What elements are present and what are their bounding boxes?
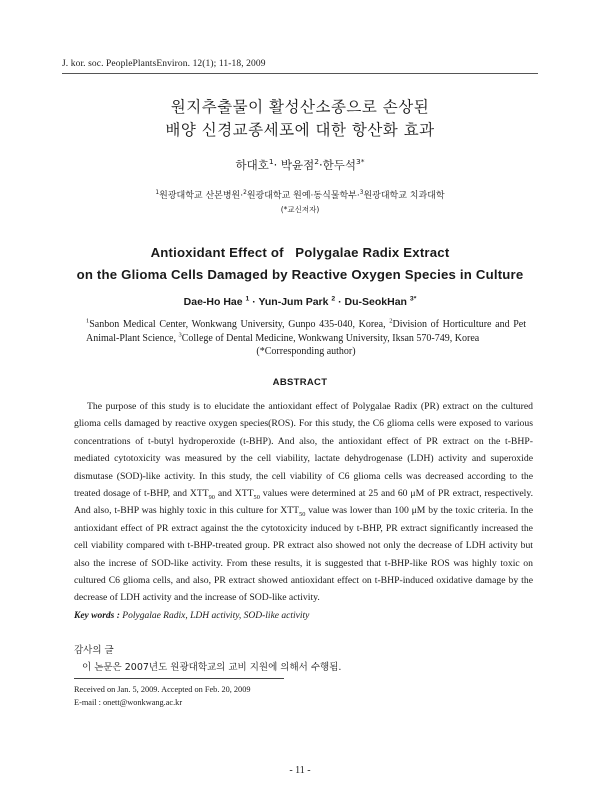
affiliation-superscript: 2: [243, 190, 247, 196]
english-title: [0, 242, 600, 286]
author-separator: ·: [319, 158, 323, 172]
korean-title: [0, 96, 600, 142]
acknowledgement-text: 이 논문은 2007년도 원광대학교의 교비 지원에 의해서 수행됨.: [82, 662, 342, 673]
english-title-line-2: on the Glioma Cells Damaged by Reactive Oxygen Species in Culture: [76, 267, 524, 282]
korean-affiliation-line: [0, 189, 600, 203]
english-author-name: Dae-Ho Hae: [183, 296, 243, 308]
affiliation-superscript: 2: [389, 317, 393, 325]
header-divider: [62, 73, 538, 74]
received-date: Received on Jan. 5, 2009. Accepted on Feb. 20, 2009: [74, 685, 251, 694]
affiliation-text: 원광대학교 원예·동식물학부·: [246, 191, 360, 201]
author-separator: ·: [338, 296, 342, 308]
korean-author-name: 박윤점: [280, 158, 315, 172]
english-author-name: Du-SeokHan: [344, 296, 407, 308]
author-separator: ·: [273, 158, 278, 172]
korean-affiliation: [0, 189, 600, 217]
abstract-text: value was lower than 100 μM by the toxic criteria. In the antioxidant effect of PR extract against the the cytotoxicity induced by t-BHP, PR extract significantly increased the cell viability compared with t-BHP-treated group. PR extract also showed not only the decrease of LDH activity but also the increse of SOD-like activity. From these results, it is suggested that t-BHP-like ROS was highly toxic on cultured C6 glioma cells, and also, PR extract showed antioxidant effect on t-BHP-induced oxidative damage by the decrease of LDH activity and the increase of SOD-like activity.: [74, 505, 533, 604]
abstract-subscript: 50: [253, 493, 260, 501]
keywords: [74, 611, 309, 621]
korean-author-superscript: 1: [268, 157, 274, 167]
affiliation-superscript: 3: [178, 331, 182, 339]
english-title-line-1: Antioxidant Effect of Polygalae Radix Extract: [150, 245, 450, 260]
affiliation-text: Sanbon Medical Center, Wonkwang University, Gunpo 435-040, Korea,: [89, 319, 386, 330]
keywords-text: Polygalae Radix, LDH activity, SOD-like activity: [119, 611, 310, 621]
affiliation-superscript: 1: [86, 317, 90, 325]
abstract-heading: ABSTRACT: [272, 377, 328, 388]
english-authors: [0, 296, 600, 308]
affiliation-text: College of Dental Medicine, Wonkwang University, Iksan 570-749, Korea: [181, 332, 480, 344]
page-number: - 11 -: [289, 765, 311, 776]
abstract-subscript: 50: [299, 511, 306, 519]
author-superscript: 1: [245, 295, 250, 303]
affiliation-superscript: 1: [155, 190, 160, 196]
korean-author-name: 한두석: [322, 158, 356, 172]
english-author-name: Yun-Jum Park: [258, 296, 329, 308]
english-affiliation: [86, 318, 526, 359]
corresponding-author-note: (*Corresponding author): [256, 346, 356, 357]
author-separator: ·: [252, 296, 256, 308]
contact-email: E-mail : onett@wonkwang.ac.kr: [74, 698, 183, 707]
author-superscript: 2: [331, 295, 336, 303]
affiliation-superscript: 3: [359, 190, 364, 196]
affiliation-text: 원광대학교 치과대학: [363, 191, 445, 201]
abstract-text: The purpose of this study is to elucidate the antioxidant effect of Polygalae Radix (PR) extract on the cultured glioma cells damaged by reactive oxygen species(ROS). For this study, the C6 glioma cells were exposed to various concentrations of t-butyl hydroperoxide (t-BHP). And also, the antioxidant effect of PR extract on the t-BHP-mediated cytotoxicity was measured by the cell viability, lactate dehydrogenase (LDH) activity and superoxide dismutase (SOD)-like activity. In this study, the cell viability of C6 glioma cells was decreased according to the treated dosage of t-BHP, and XTT: [74, 401, 533, 500]
footnote-divider: [74, 678, 284, 679]
corresponding-note: (*교신저자): [280, 205, 320, 214]
affiliation-text: Division of Horticulture and Pet Animal-Plant Science,: [86, 319, 527, 344]
korean-title-line-2: 배양 신경교종세포에 대한 항산화 효과: [165, 121, 435, 139]
journal-citation: J. kor. soc. PeoplePlantsEnviron. 12(1); 11-18, 2009: [62, 59, 266, 69]
korean-title-line-1: 원지추출물이 활성산소종으로 손상된: [170, 98, 430, 116]
acknowledgement-heading: 감사의 글: [74, 645, 114, 656]
korean-authors: [0, 157, 600, 173]
keywords-label: Key words :: [74, 611, 120, 621]
korean-author-superscript: 2: [314, 157, 319, 167]
abstract-body: [74, 398, 533, 607]
abstract-text: and XTT: [214, 488, 254, 500]
affiliation-text: 원광대학교 산본병원·: [159, 191, 244, 201]
abstract-text: values were determined at 25 and 60 μM of PR extract, respectively. And also, t-BHP was highly toxic in this culture for XTT: [74, 488, 533, 517]
korean-author-superscript: 3*: [355, 157, 365, 167]
author-superscript: 3*: [409, 295, 417, 303]
korean-author-name: 하대호: [235, 158, 269, 172]
abstract-subscript: 90: [208, 493, 215, 501]
